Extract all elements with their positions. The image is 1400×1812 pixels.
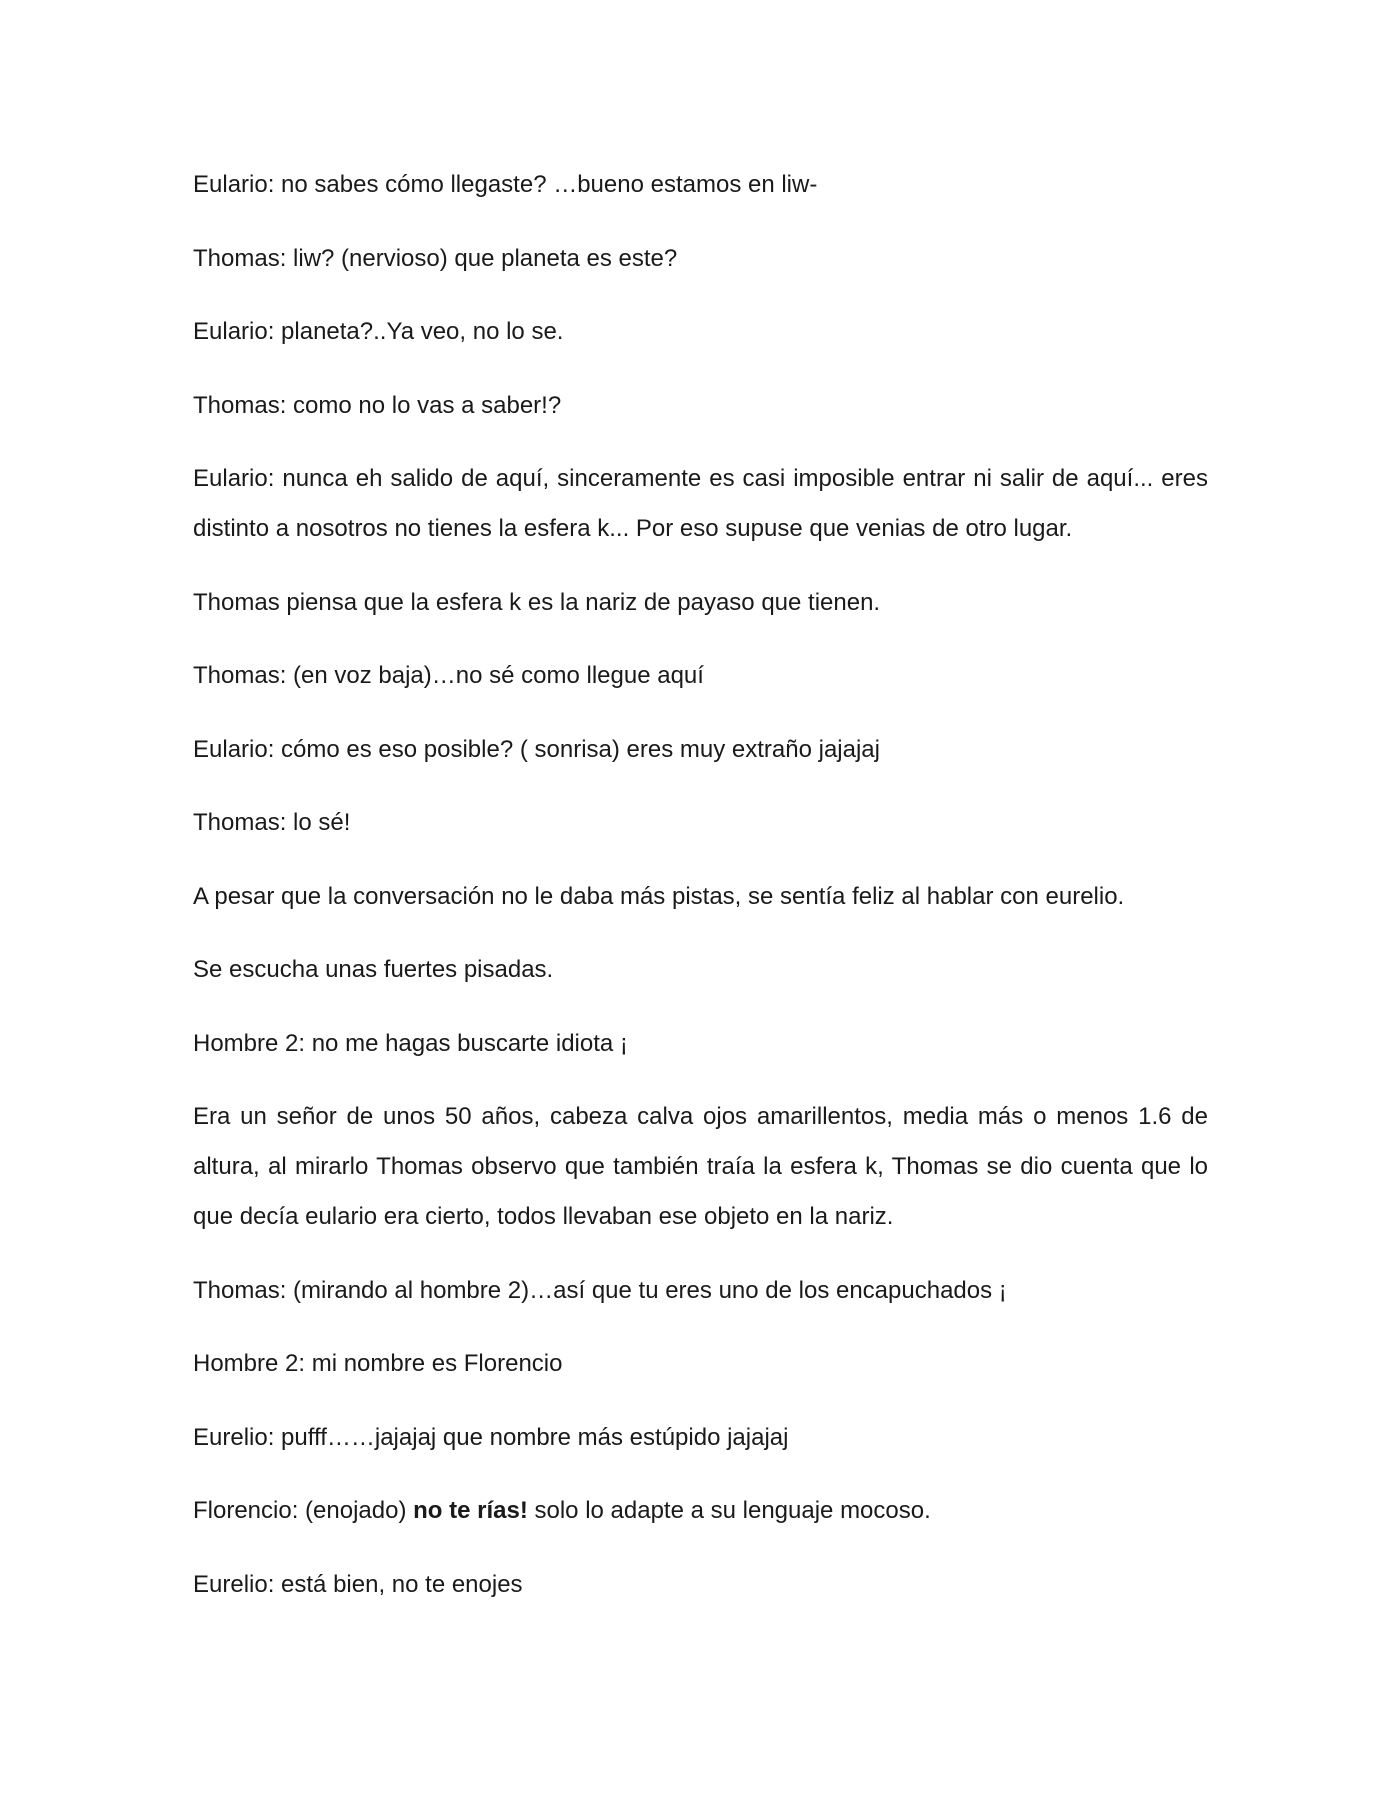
paragraph-18: Eurelio: está bien, no te enojes [193,1570,523,1598]
paragraph-3: Eulario: planeta?..Ya veo, no lo se. [193,318,564,345]
paragraph-4: Thomas: como no lo vas a saber!? [193,391,562,419]
paragraph-12: Hombre 2: no me hagas buscarte idiota ¡ [193,1029,628,1057]
paragraph-11: Se escucha unas fuertes pisadas. [193,956,554,983]
paragraph-14: Thomas: (mirando al hombre 2)…así que tu eres uno de los encapuchados ¡ [193,1276,1007,1304]
paragraph-5: Eulario: nunca eh salido de aquí, sinceramente es casi imposible entrar ni salir de aquí... eres distinto a nosotros no tienes la esfera k... Por eso supuse que venias de otro lugar. [193,465,1208,542]
paragraph-8: Eulario: cómo es eso posible? ( sonrisa) eres muy extraño jajajaj [193,735,880,763]
paragraph-17-start: Florencio: (enojado) [193,1497,414,1524]
paragraph-16: Eurelio: pufff……jajajaj que nombre más estúpido jajajaj [193,1423,789,1451]
bold-emphasis: no te rías! [413,1497,528,1524]
paragraph-7: Thomas: (en voz baja)…no sé como llegue aquí [193,662,704,689]
paragraph-1: Eulario: no sabes cómo llegaste? …bueno estamos en liw- [193,171,818,198]
paragraph-10: A pesar que la conversación no le daba más pistas, se sentía feliz al hablar con eurelio. [193,882,1125,910]
paragraph-9: Thomas: lo sé! [193,809,351,836]
paragraph-17-end: solo lo adapte a su lenguaje mocoso. [527,1497,931,1524]
paragraph-15: Hombre 2: mi nombre es Florencio [193,1350,563,1377]
paragraph-2: Thomas: liw? (nervioso) que planeta es este? [193,244,678,272]
paragraph-17 [193,1486,1208,1536]
paragraph-13: Era un señor de unos 50 años, cabeza calva ojos amarillentos, media más o menos 1.6 de altura, al mirarlo Thomas observo que también traía la esfera k, Thomas se dio cuenta que lo que decía eulario era cierto, todos llevaban ese objeto en la nariz. [193,1103,1208,1230]
document-body [193,160,1208,1633]
paragraph-6: Thomas piensa que la esfera k es la nariz de payaso que tienen. [193,588,881,616]
